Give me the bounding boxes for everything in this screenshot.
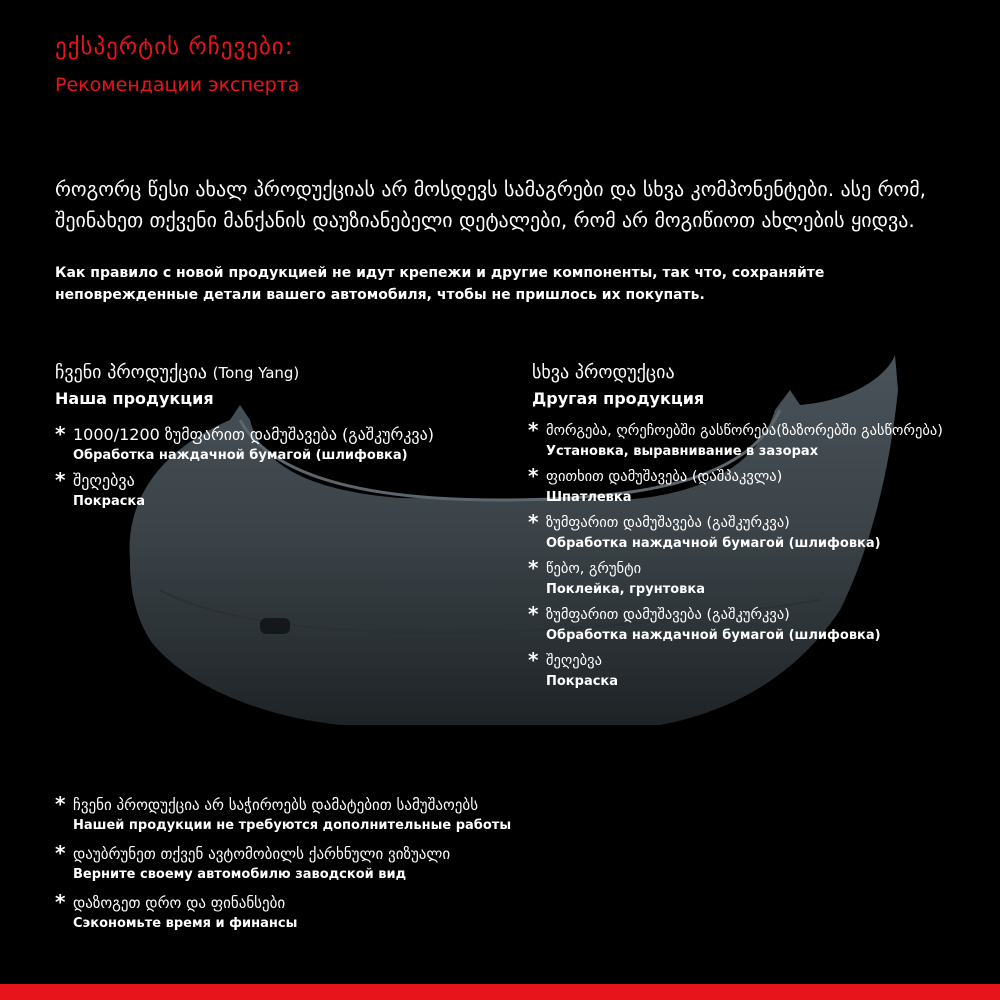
item-text-ka: მორგება, ღრეჩოებში გასწორება(ზაზორებში გასწორება) — [546, 423, 943, 439]
list-item — [55, 424, 434, 466]
item-text-ka: ზუმფარით დამუშავება (გაშკურკვა) — [546, 607, 790, 623]
bullet-star-icon: * — [528, 464, 539, 488]
item-text-ru: Обработка наждачной бумагой (шлифовка) — [546, 628, 881, 643]
title-russian: Рекомендации эксперта — [55, 74, 300, 96]
bullet-star-icon: * — [55, 841, 66, 865]
list-item — [55, 470, 434, 512]
item-text-ka: ზუმფარით დამუშავება (გაშკურკვა) — [546, 515, 790, 531]
list-item — [55, 892, 511, 934]
item-text-ka: ფითხით დამუშავება (დაშპაკვლა) — [546, 469, 783, 485]
brand-note: (Tong Yang) — [212, 364, 300, 382]
list-item — [55, 794, 511, 836]
item-text-ka: დაუბრუნეთ თქვენ ავტომობილს ქარხნული ვიზუალი — [73, 845, 451, 863]
list-item — [528, 420, 943, 462]
list-item — [528, 604, 943, 646]
item-text-ru: Покраска — [73, 494, 146, 509]
our-products-heading-ru: Наша продукция — [55, 389, 214, 408]
bullet-star-icon: * — [55, 890, 66, 914]
item-text-ka: შეღებვა — [73, 471, 135, 490]
other-products-heading-ru: Другая продукция — [532, 389, 705, 408]
intro-georgian: როგორც წესი ახალ პროდუქციას არ მოსდევს სამაგრები და სხვა კომპონენტები. ასე რომ, შეინახეთ თქვენი მანქანის დაუზიანებელი დეტალები, რომ არ მოგიწიოთ ახლების ყიდვა. — [55, 177, 927, 232]
other-products-heading-ka: სხვა პროდუქცია — [532, 362, 675, 383]
bottom-red-band — [0, 984, 1000, 1000]
our-products-heading — [55, 362, 299, 383]
item-text-ru: Обработка наждачной бумагой (шлифовка) — [546, 536, 881, 551]
bullet-star-icon: * — [528, 510, 539, 534]
item-text-ru: Верните своему автомобилю заводской вид — [73, 867, 407, 882]
intro-russian: Как правило с новой продукцией не идут крепежи и другие компоненты, так что, сохраняйте неповрежденные детали вашего автомобиля, чтобы не пришлось их покупать. — [55, 265, 825, 303]
list-item — [528, 466, 943, 508]
list-item — [528, 512, 943, 554]
item-text-ru: Обработка наждачной бумагой (шлифовка) — [73, 448, 408, 463]
item-text-ka: შეღებვა — [546, 653, 602, 669]
item-text-ka: წებო, გრუნტი — [546, 561, 642, 577]
bullet-star-icon: * — [528, 556, 539, 580]
other-products-list — [528, 420, 943, 696]
bullet-star-icon: * — [528, 648, 539, 672]
bullet-star-icon: * — [55, 468, 66, 492]
benefits-list — [55, 794, 511, 941]
item-text-ru: Нашей продукции не требуются дополнительные работы — [73, 818, 512, 833]
our-products-list — [55, 424, 434, 516]
bullet-star-icon: * — [528, 602, 539, 626]
item-text-ru: Поклейка, грунтовка — [546, 582, 705, 597]
item-text-ru: Шпатлевка — [546, 490, 632, 505]
list-item — [528, 650, 943, 692]
bullet-star-icon: * — [528, 418, 539, 442]
title-georgian: ექსპერტის რჩევები: — [55, 34, 294, 60]
item-text-ru: Установка, выравнивание в зазорах — [546, 444, 819, 459]
our-products-heading-ka: ჩვენი პროდუქცია — [55, 362, 207, 383]
item-text-ka: ჩვენი პროდუქცია არ საჭიროებს დამატებით სამუშაოებს — [73, 796, 479, 814]
item-text-ru: Покраска — [546, 674, 619, 689]
list-item — [55, 843, 511, 885]
list-item — [528, 558, 943, 600]
item-text-ru: Сэкономьте время и финансы — [73, 916, 298, 931]
bullet-star-icon: * — [55, 792, 66, 816]
item-text-ka: დაზოგეთ დრო და ფინანსები — [73, 894, 286, 912]
bullet-star-icon: * — [55, 422, 66, 446]
item-text-ka: 1000/1200 ზუმფარით დამუშავება (გაშკურკვა) — [73, 425, 434, 444]
